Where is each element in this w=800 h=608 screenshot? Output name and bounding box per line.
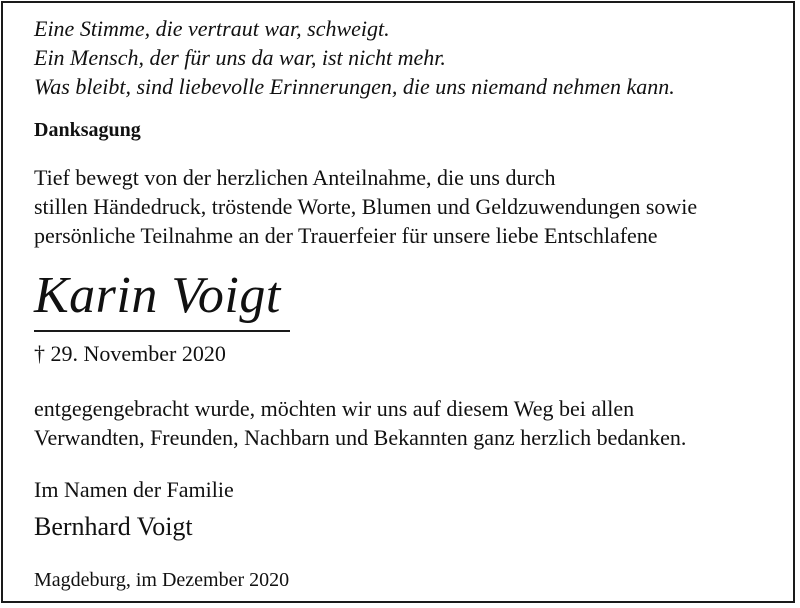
poem-line: Eine Stimme, die vertraut war, schweigt. xyxy=(34,16,390,41)
poem-line: Ein Mensch, der für uns da war, ist nicht mehr. xyxy=(34,45,446,70)
intro-line: Tief bewegt von der herzlichen Anteilnahme, die uns durch xyxy=(34,165,556,190)
place-date: Magdeburg, im Dezember 2020 xyxy=(34,569,290,591)
poem-line: Was bleibt, sind liebevolle Erinnerungen, die uns niemand nehmen kann. xyxy=(34,74,675,99)
signer-name: Bernhard Voigt xyxy=(34,512,193,541)
deceased-name: Karin Voigt xyxy=(34,267,281,324)
on-behalf-line: Im Namen der Familie xyxy=(34,477,234,502)
memorial-poem xyxy=(34,14,675,101)
thanks-line: entgegengebracht wurde, möchten wir uns auf diesem Weg bei allen xyxy=(34,396,635,421)
intro-line: stillen Händedruck, tröstende Worte, Blumen und Geldzuwendungen sowie xyxy=(34,194,698,219)
intro-line: persönliche Teilnahme an der Trauerfeier für unsere liebe Entschlafene xyxy=(34,223,658,248)
death-date: † 29. November 2020 xyxy=(34,341,226,366)
notice-heading: Danksagung xyxy=(34,119,141,141)
thanks-line: Verwandten, Freunden, Nachbarn und Bekannten ganz herzlich bedanken. xyxy=(34,425,687,450)
name-underline xyxy=(34,330,290,332)
intro-paragraph xyxy=(34,163,697,250)
thanks-paragraph xyxy=(34,394,686,452)
